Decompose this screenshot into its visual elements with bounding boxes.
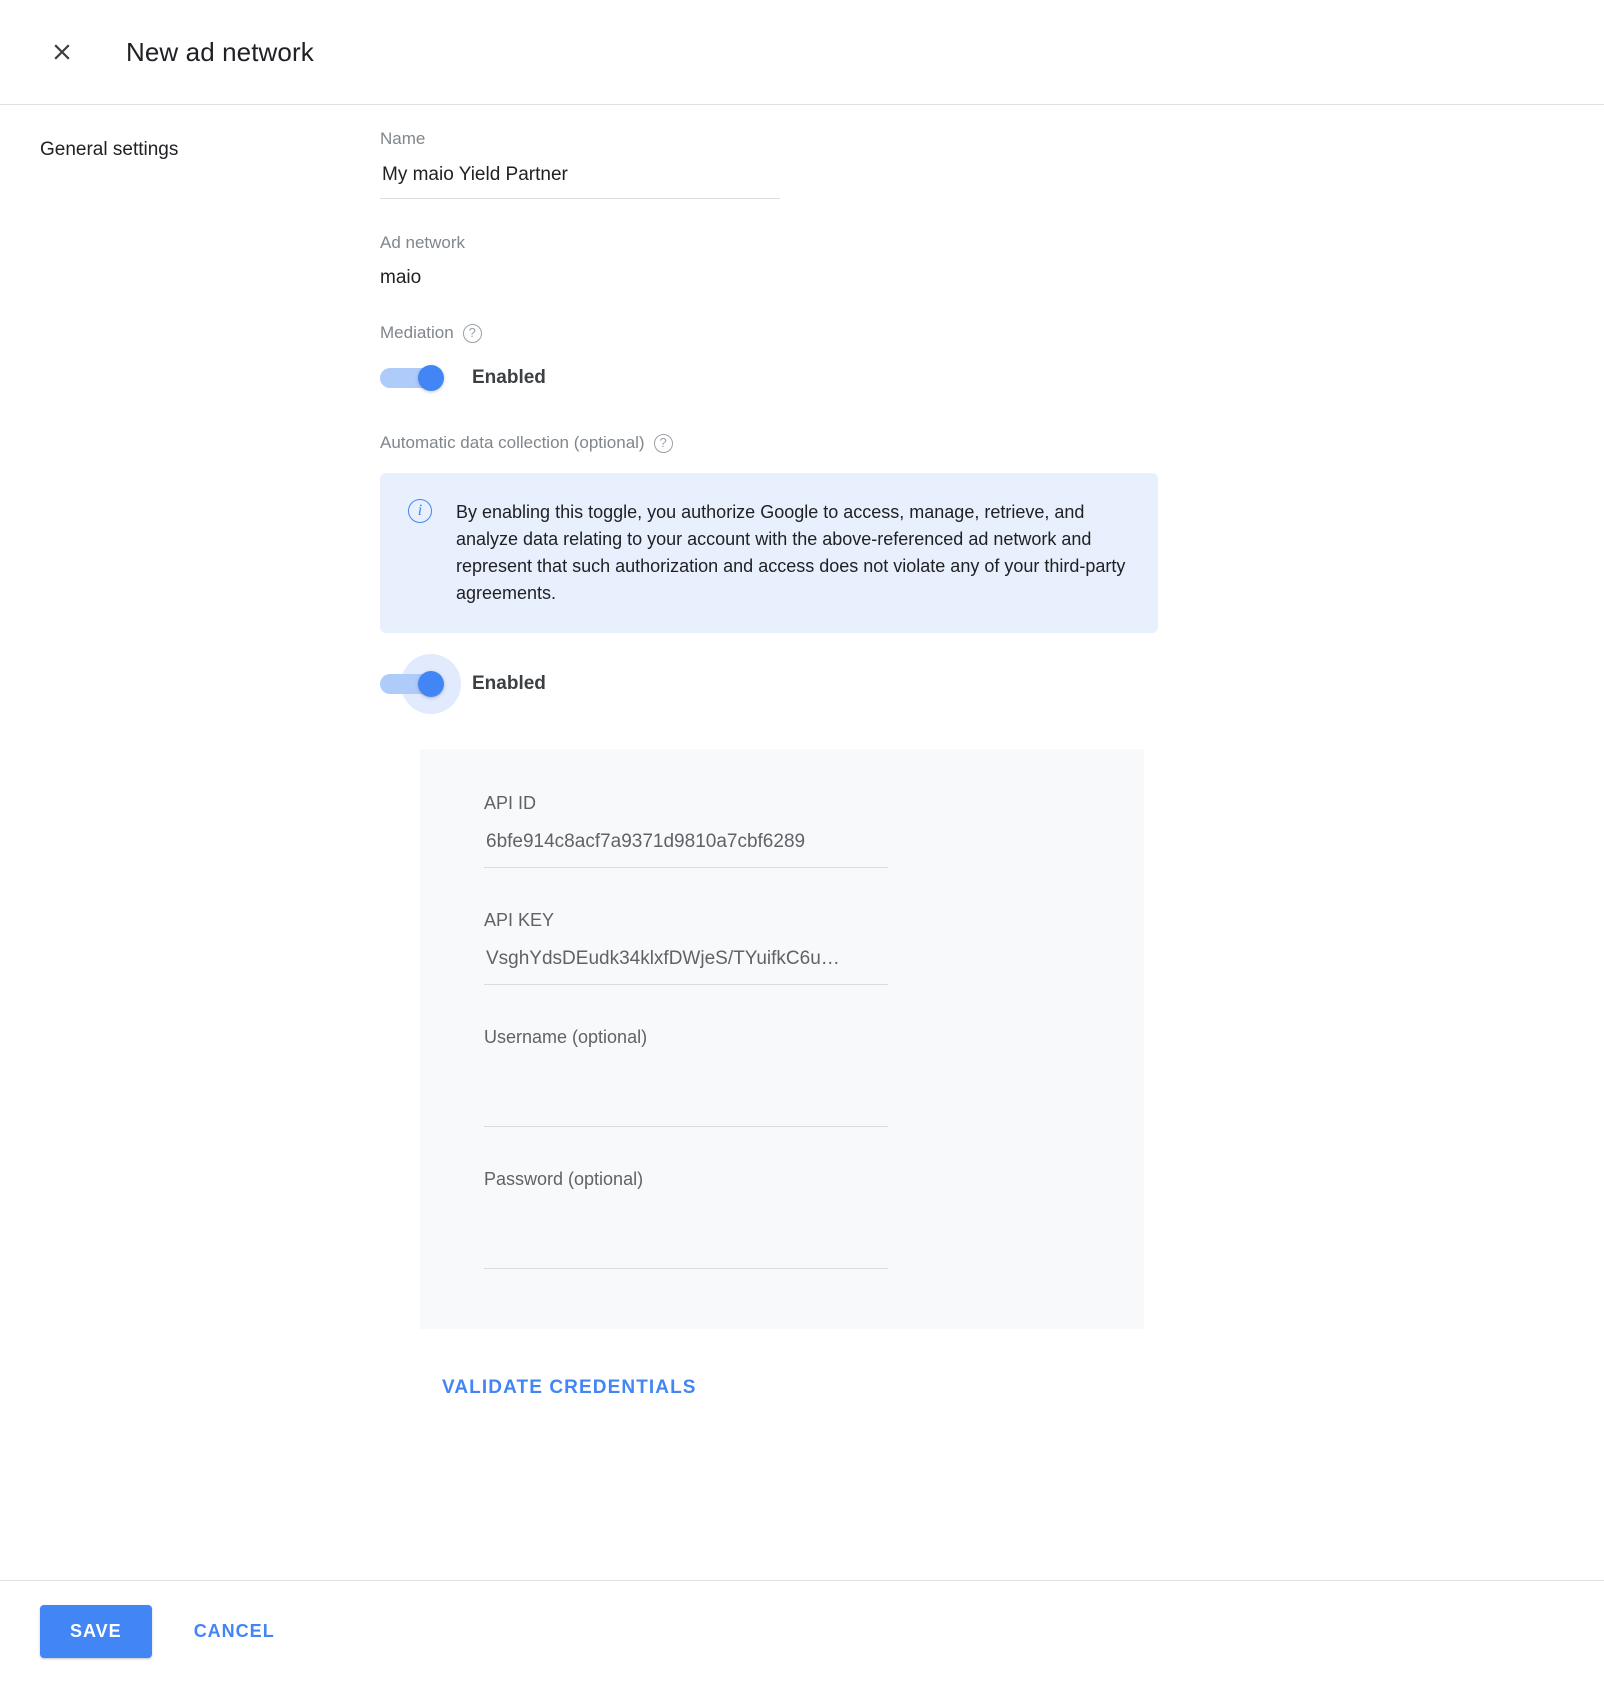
- save-button[interactable]: SAVE: [40, 1605, 152, 1658]
- close-icon[interactable]: [40, 30, 84, 74]
- mediation-toggle-label: Enabled: [472, 367, 546, 388]
- form-column: [380, 129, 1380, 1407]
- help-circle-icon[interactable]: ?: [654, 434, 673, 453]
- name-label: Name: [380, 129, 426, 148]
- mediation-label: Mediation: [380, 323, 454, 342]
- adc-label: Automatic data collection (optional): [380, 433, 645, 452]
- mediation-toggle-row: [380, 365, 1380, 391]
- field-password: [484, 1169, 888, 1269]
- field-automatic-data-collection: [380, 433, 1380, 697]
- field-name: [380, 129, 1380, 199]
- password-input[interactable]: [484, 1206, 888, 1269]
- info-circle-icon: i: [408, 499, 432, 523]
- info-banner-text: By enabling this toggle, you authorize Google to access, manage, retrieve, and analyze data relating to your account with the above-referenced ad network and represent that such authorization and access does not violate any of your third-party agreements.: [456, 502, 1126, 603]
- dialog-body: [0, 105, 1604, 1474]
- section-title: General settings: [40, 139, 179, 160]
- api-id-input[interactable]: [484, 830, 888, 868]
- adc-toggle-label: Enabled: [472, 673, 546, 694]
- password-label: Password (optional): [484, 1169, 644, 1189]
- username-input[interactable]: [484, 1064, 888, 1127]
- username-label: Username (optional): [484, 1027, 648, 1047]
- dialog-footer: [0, 1580, 1604, 1682]
- adc-label-row: [380, 433, 1380, 453]
- name-input[interactable]: [380, 163, 780, 199]
- adc-toggle-row: [380, 671, 1380, 697]
- toggle-knob: [418, 671, 444, 697]
- mediation-label-row: [380, 323, 1380, 343]
- info-banner: [380, 473, 1158, 633]
- field-api-id: [484, 793, 888, 868]
- field-ad-network: [380, 233, 1380, 289]
- api-key-label: API KEY: [484, 910, 555, 930]
- ad-network-value: maio: [380, 267, 422, 288]
- toggle-knob: [418, 365, 444, 391]
- validate-credentials-button[interactable]: VALIDATE CREDENTIALS: [442, 1369, 697, 1407]
- cancel-button[interactable]: CANCEL: [184, 1607, 285, 1656]
- api-key-input[interactable]: [484, 947, 888, 985]
- credentials-panel: [420, 749, 1144, 1329]
- page-title: New ad network: [126, 36, 314, 67]
- mediation-toggle[interactable]: [380, 365, 444, 391]
- automatic-data-collection-toggle[interactable]: [380, 671, 444, 697]
- ad-network-label: Ad network: [380, 233, 466, 252]
- field-api-key: [484, 910, 888, 985]
- dialog-header: [0, 0, 1604, 105]
- field-mediation: [380, 323, 1380, 391]
- api-id-label: API ID: [484, 793, 537, 813]
- field-username: [484, 1027, 888, 1127]
- help-circle-icon[interactable]: ?: [463, 324, 482, 343]
